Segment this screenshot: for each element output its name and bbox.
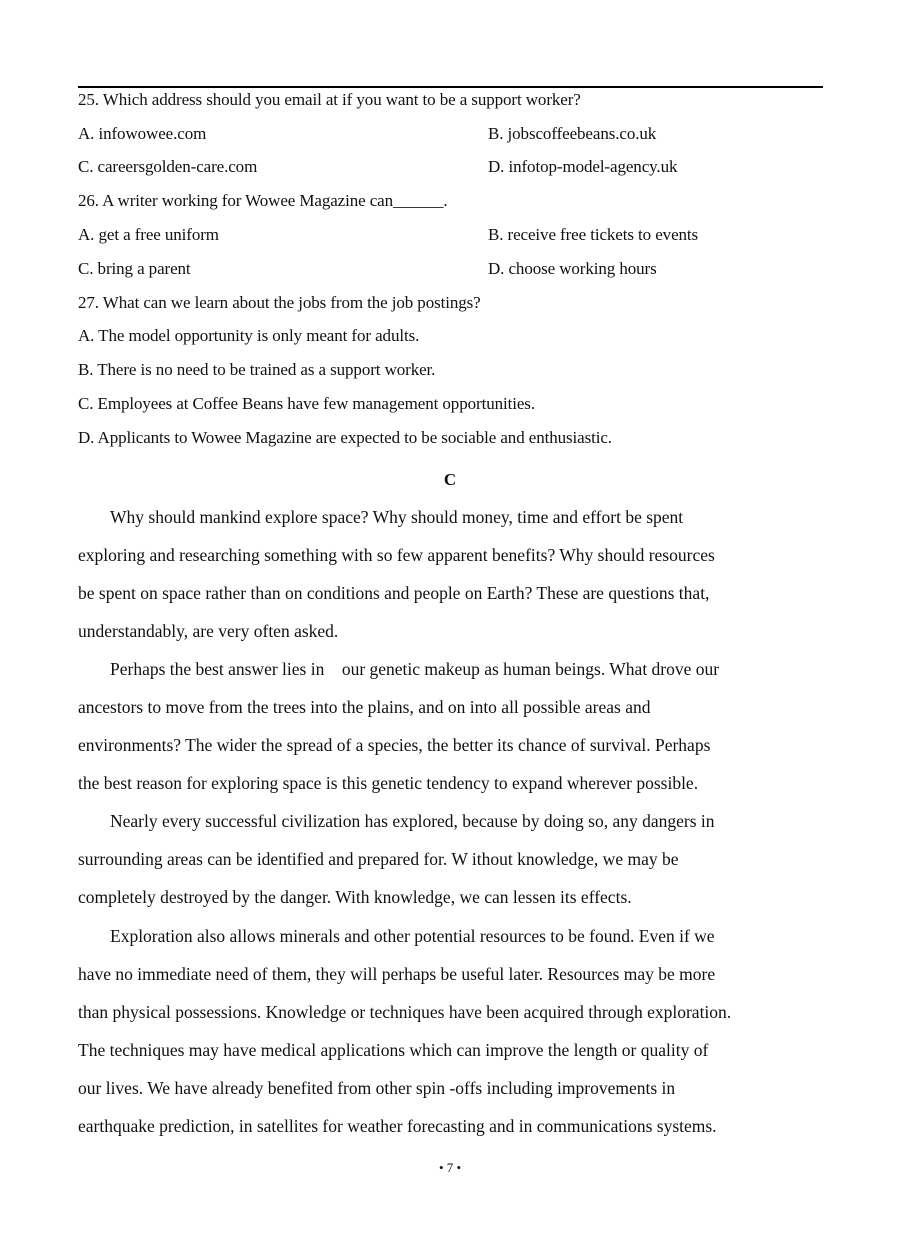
question-25-option-c: C. careersgolden-care.com bbox=[78, 157, 258, 176]
passage-line: our lives. We have already benefited from other spin -offs including improvements in bbox=[78, 1078, 676, 1098]
question-25-stem: 25. Which address should you email at if you want to be a support worker? bbox=[78, 90, 581, 109]
passage-line: the best reason for exploring space is this genetic tendency to expand wherever possible. bbox=[78, 773, 699, 793]
question-26-stem: 26. A writer working for Wowee Magazine can______. bbox=[78, 191, 448, 210]
passage-line: Why should mankind explore space? Why should money, time and effort be spent bbox=[110, 507, 684, 527]
question-25-option-d: D. infotop-model-agency.uk bbox=[488, 157, 678, 176]
passage-line: be spent on space rather than on conditions and people on Earth? These are questions that, bbox=[78, 583, 710, 603]
question-27-option-d: D. Applicants to Wowee Magazine are expected to be sociable and enthusiastic. bbox=[78, 428, 612, 447]
passage-line: Perhaps the best answer lies in our genetic makeup as human beings. What drove our bbox=[110, 659, 720, 679]
question-25-option-a: A. infowowee.com bbox=[78, 124, 207, 143]
header-rule bbox=[78, 86, 823, 88]
question-27-option-c: C. Employees at Coffee Beans have few management opportunities. bbox=[78, 394, 535, 413]
passage-line: completely destroyed by the danger. With knowledge, we can lessen its effects. bbox=[78, 887, 632, 907]
question-26-option-a: A. get a free uniform bbox=[78, 225, 219, 244]
page-number: • 7 • bbox=[438, 1160, 462, 1175]
question-26-option-c: C. bring a parent bbox=[78, 259, 191, 278]
question-27-option-b: B. There is no need to be trained as a support worker. bbox=[78, 360, 436, 379]
question-25-option-b: B. jobscoffeebeans.co.uk bbox=[488, 124, 657, 143]
passage-line: Exploration also allows minerals and other potential resources to be found. Even if we bbox=[110, 926, 715, 946]
passage-line: environments? The wider the spread of a species, the better its chance of survival. Perhaps bbox=[78, 735, 711, 755]
passage-line: earthquake prediction, in satellites for weather forecasting and in communications systems. bbox=[78, 1116, 717, 1136]
passage-line: understandably, are very often asked. bbox=[78, 621, 339, 641]
passage-line: The techniques may have medical applications which can improve the length or quality of bbox=[78, 1040, 709, 1060]
question-26-option-d: D. choose working hours bbox=[488, 259, 657, 278]
passage-line: exploring and researching something with so few apparent benefits? Why should resources bbox=[78, 545, 715, 565]
passage-line: surrounding areas can be identified and prepared for. W ithout knowledge, we may be bbox=[78, 849, 679, 869]
question-27-option-a: A. The model opportunity is only meant for adults. bbox=[78, 326, 420, 345]
passage-line: than physical possessions. Knowledge or techniques have been acquired through exploration. bbox=[78, 1002, 732, 1022]
question-27-stem: 27. What can we learn about the jobs from the job postings? bbox=[78, 293, 481, 312]
question-26-option-b: B. receive free tickets to events bbox=[488, 225, 699, 244]
passage-line: Nearly every successful civilization has explored, because by doing so, any dangers in bbox=[110, 811, 715, 831]
section-title: C bbox=[443, 470, 457, 489]
passage-line: ancestors to move from the trees into the plains, and on into all possible areas and bbox=[78, 697, 651, 717]
passage-line: have no immediate need of them, they will perhaps be useful later. Resources may be more bbox=[78, 964, 716, 984]
